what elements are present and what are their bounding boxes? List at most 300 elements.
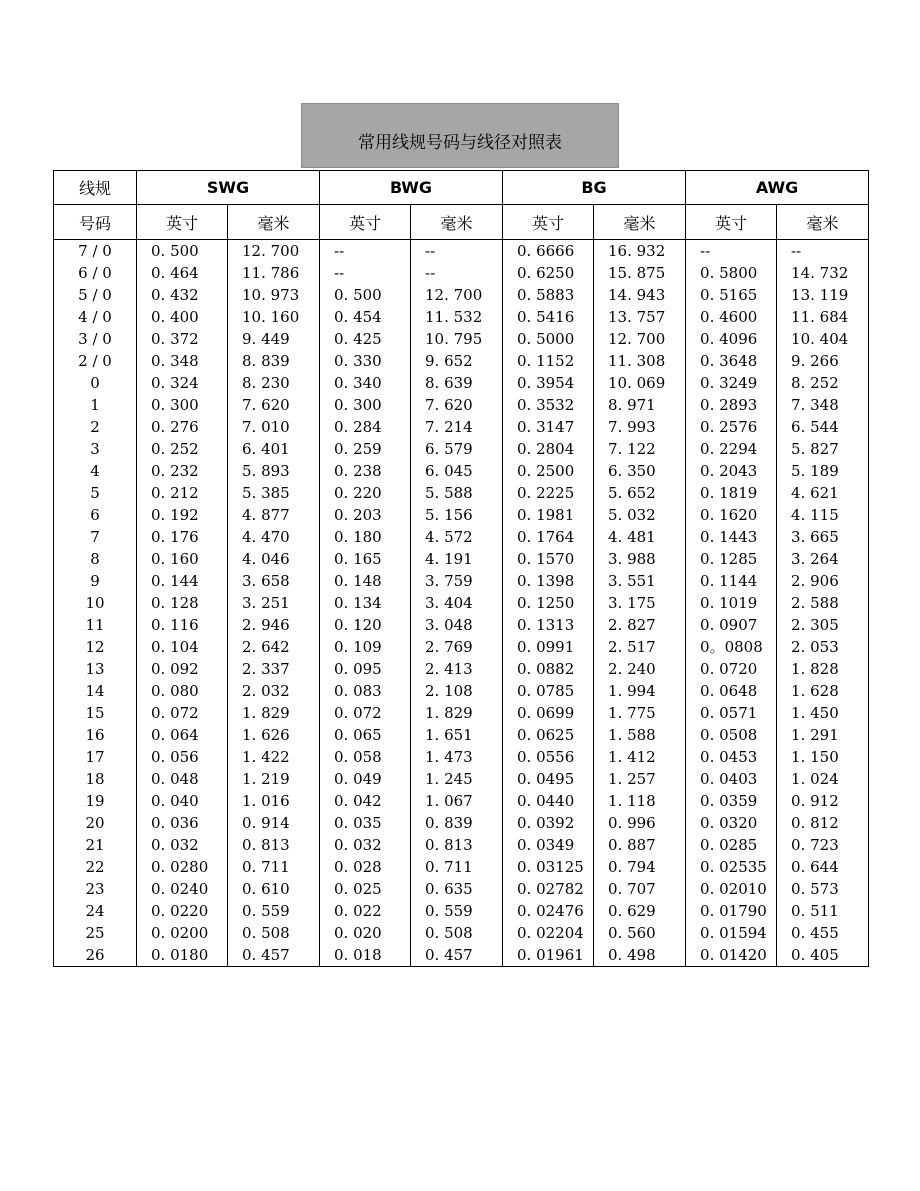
cell-bwg-inch: 0. 340 [320, 372, 411, 394]
table-row [54, 592, 869, 614]
cell-swg-mm: 1. 219 [228, 768, 320, 790]
cell-swg-mm: 6. 401 [228, 438, 320, 460]
cell-gauge: 5 [54, 482, 137, 504]
cell-bg-mm: 1. 994 [594, 680, 686, 702]
cell-bg-inch: 0. 03125 [503, 856, 594, 878]
cell-bwg-mm: 2. 108 [411, 680, 503, 702]
cell-bg-mm: 6. 350 [594, 460, 686, 482]
cell-awg-inch: 0. 0907 [686, 614, 777, 636]
cell-swg-inch: 0. 064 [137, 724, 228, 746]
cell-bwg-inch: 0. 032 [320, 834, 411, 856]
cell-bwg-inch: 0. 238 [320, 460, 411, 482]
cell-bwg-mm: 0. 635 [411, 878, 503, 900]
cell-swg-mm: 2. 032 [228, 680, 320, 702]
table-row [54, 416, 869, 438]
cell-awg-mm: 0. 644 [777, 856, 869, 878]
table-row [54, 790, 869, 812]
table-title-text: 常用线规号码与线径对照表 [358, 133, 562, 153]
cell-swg-inch: 0. 0180 [137, 944, 228, 967]
cell-bg-mm: 14. 943 [594, 284, 686, 306]
cell-awg-mm: 3. 264 [777, 548, 869, 570]
cell-bwg-mm: 0. 457 [411, 944, 503, 967]
cell-bg-mm: 3. 988 [594, 548, 686, 570]
cell-swg-mm: 5. 385 [228, 482, 320, 504]
cell-bwg-mm: 2. 769 [411, 636, 503, 658]
cell-bwg-inch: -- [320, 262, 411, 284]
cell-awg-inch: 0。0808 [686, 636, 777, 658]
cell-bg-inch: 0. 2225 [503, 482, 594, 504]
cell-bg-mm: 0. 498 [594, 944, 686, 967]
cell-awg-mm: 0. 455 [777, 922, 869, 944]
table-row [54, 482, 869, 504]
cell-swg-inch: 0. 324 [137, 372, 228, 394]
cell-swg-inch: 0. 072 [137, 702, 228, 724]
cell-swg-inch: 0. 040 [137, 790, 228, 812]
cell-bg-inch: 0. 0556 [503, 746, 594, 768]
cell-awg-mm: 11. 684 [777, 306, 869, 328]
cell-bg-inch: 0. 1313 [503, 614, 594, 636]
cell-bwg-mm: 0. 839 [411, 812, 503, 834]
cell-awg-mm: 2. 053 [777, 636, 869, 658]
cell-awg-inch: 0. 5165 [686, 284, 777, 306]
cell-bwg-mm: 1. 067 [411, 790, 503, 812]
table-row [54, 922, 869, 944]
cell-bwg-mm: 2. 413 [411, 658, 503, 680]
cell-bg-inch: 0. 6666 [503, 240, 594, 263]
cell-awg-mm: 13. 119 [777, 284, 869, 306]
table-row [54, 702, 869, 724]
cell-gauge: 5 / 0 [54, 284, 137, 306]
cell-bg-inch: 0. 0991 [503, 636, 594, 658]
cell-bg-inch: 0. 0699 [503, 702, 594, 724]
cell-bwg-mm: 9. 652 [411, 350, 503, 372]
cell-bwg-mm: 12. 700 [411, 284, 503, 306]
header-awg-mm: 毫米 [777, 205, 869, 240]
cell-bg-mm: 1. 118 [594, 790, 686, 812]
cell-swg-inch: 0. 348 [137, 350, 228, 372]
cell-bwg-mm: 5. 156 [411, 504, 503, 526]
cell-bg-mm: 7. 993 [594, 416, 686, 438]
cell-awg-inch: 0. 0320 [686, 812, 777, 834]
cell-bg-mm: 2. 827 [594, 614, 686, 636]
cell-swg-mm: 0. 813 [228, 834, 320, 856]
cell-swg-inch: 0. 036 [137, 812, 228, 834]
cell-swg-inch: 0. 104 [137, 636, 228, 658]
cell-bg-inch: 0. 2500 [503, 460, 594, 482]
cell-bg-mm: 12. 700 [594, 328, 686, 350]
table-row [54, 306, 869, 328]
cell-gauge: 2 / 0 [54, 350, 137, 372]
cell-awg-inch: 0. 0648 [686, 680, 777, 702]
cell-swg-inch: 0. 048 [137, 768, 228, 790]
cell-bg-mm: 11. 308 [594, 350, 686, 372]
header-swg-inch: 英寸 [137, 205, 228, 240]
table-row [54, 812, 869, 834]
cell-awg-mm: -- [777, 240, 869, 263]
cell-awg-mm: 1. 150 [777, 746, 869, 768]
cell-swg-inch: 0. 0280 [137, 856, 228, 878]
cell-bwg-inch: 0. 095 [320, 658, 411, 680]
cell-bwg-inch: 0. 134 [320, 592, 411, 614]
cell-awg-inch: 0. 1285 [686, 548, 777, 570]
table-row [54, 746, 869, 768]
cell-bg-inch: 0. 0349 [503, 834, 594, 856]
cell-swg-inch: 0. 092 [137, 658, 228, 680]
cell-swg-mm: 0. 914 [228, 812, 320, 834]
cell-bwg-mm: 3. 759 [411, 570, 503, 592]
cell-bg-inch: 0. 0785 [503, 680, 594, 702]
cell-gauge: 26 [54, 944, 137, 967]
header-corner-bottom: 号码 [54, 205, 137, 240]
header-group-bwg: BWG [320, 171, 503, 205]
cell-bwg-mm: -- [411, 240, 503, 263]
cell-bg-mm: 15. 875 [594, 262, 686, 284]
header-row-units [54, 205, 869, 240]
cell-bg-mm: 1. 412 [594, 746, 686, 768]
cell-bwg-inch: 0. 120 [320, 614, 411, 636]
cell-gauge: 1 [54, 394, 137, 416]
cell-swg-inch: 0. 0220 [137, 900, 228, 922]
cell-swg-mm: 11. 786 [228, 262, 320, 284]
cell-swg-inch: 0. 176 [137, 526, 228, 548]
cell-gauge: 22 [54, 856, 137, 878]
cell-gauge: 4 [54, 460, 137, 482]
cell-awg-inch: 0. 02010 [686, 878, 777, 900]
cell-bwg-inch: 0. 065 [320, 724, 411, 746]
cell-swg-mm: 0. 508 [228, 922, 320, 944]
cell-awg-mm: 0. 723 [777, 834, 869, 856]
cell-swg-inch: 0. 032 [137, 834, 228, 856]
header-row-groups [54, 171, 869, 205]
cell-bwg-inch: 0. 425 [320, 328, 411, 350]
cell-awg-inch: 0. 0403 [686, 768, 777, 790]
cell-bwg-inch: 0. 284 [320, 416, 411, 438]
cell-bwg-mm: 0. 813 [411, 834, 503, 856]
cell-bg-inch: 0. 1398 [503, 570, 594, 592]
cell-bwg-inch: 0. 330 [320, 350, 411, 372]
cell-bg-inch: 0. 3147 [503, 416, 594, 438]
table-row [54, 394, 869, 416]
table-row [54, 658, 869, 680]
cell-bg-mm: 2. 517 [594, 636, 686, 658]
table-row [54, 680, 869, 702]
cell-swg-inch: 0. 056 [137, 746, 228, 768]
cell-bg-mm: 4. 481 [594, 526, 686, 548]
cell-bwg-mm: 0. 559 [411, 900, 503, 922]
header-group-bg: BG [503, 171, 686, 205]
cell-gauge: 21 [54, 834, 137, 856]
cell-bg-mm: 0. 887 [594, 834, 686, 856]
cell-awg-inch: 0. 2893 [686, 394, 777, 416]
cell-swg-inch: 0. 500 [137, 240, 228, 263]
cell-awg-inch: 0. 0359 [686, 790, 777, 812]
cell-swg-mm: 1. 829 [228, 702, 320, 724]
table-row [54, 284, 869, 306]
cell-swg-mm: 0. 559 [228, 900, 320, 922]
cell-bwg-mm: 11. 532 [411, 306, 503, 328]
cell-gauge: 10 [54, 592, 137, 614]
table-row [54, 900, 869, 922]
cell-swg-inch: 0. 080 [137, 680, 228, 702]
cell-awg-mm: 6. 544 [777, 416, 869, 438]
cell-swg-mm: 10. 973 [228, 284, 320, 306]
cell-bwg-mm: 7. 214 [411, 416, 503, 438]
cell-bwg-inch: 0. 049 [320, 768, 411, 790]
cell-gauge: 12 [54, 636, 137, 658]
cell-gauge: 2 [54, 416, 137, 438]
cell-awg-inch: 0. 1620 [686, 504, 777, 526]
header-bwg-mm: 毫米 [411, 205, 503, 240]
cell-bg-mm: 0. 707 [594, 878, 686, 900]
cell-swg-inch: 0. 432 [137, 284, 228, 306]
cell-gauge: 24 [54, 900, 137, 922]
cell-awg-mm: 0. 912 [777, 790, 869, 812]
cell-swg-inch: 0. 232 [137, 460, 228, 482]
cell-awg-inch: 0. 02535 [686, 856, 777, 878]
cell-bg-mm: 3. 175 [594, 592, 686, 614]
cell-swg-mm: 1. 016 [228, 790, 320, 812]
table-row [54, 240, 869, 263]
cell-bwg-inch: 0. 259 [320, 438, 411, 460]
cell-swg-inch: 0. 0240 [137, 878, 228, 900]
cell-bwg-mm: 1. 651 [411, 724, 503, 746]
cell-gauge: 11 [54, 614, 137, 636]
cell-swg-mm: 0. 711 [228, 856, 320, 878]
wire-gauge-table [53, 170, 869, 967]
cell-swg-mm: 1. 422 [228, 746, 320, 768]
cell-bg-inch: 0. 2804 [503, 438, 594, 460]
cell-awg-mm: 2. 588 [777, 592, 869, 614]
table-row [54, 856, 869, 878]
header-bg-inch: 英寸 [503, 205, 594, 240]
cell-awg-inch: 0. 5800 [686, 262, 777, 284]
cell-swg-mm: 2. 337 [228, 658, 320, 680]
cell-bg-inch: 0. 02204 [503, 922, 594, 944]
cell-bwg-mm: 5. 588 [411, 482, 503, 504]
table-row [54, 834, 869, 856]
cell-bg-mm: 8. 971 [594, 394, 686, 416]
table-body [54, 240, 869, 967]
cell-bg-inch: 0. 0440 [503, 790, 594, 812]
cell-bwg-mm: 3. 048 [411, 614, 503, 636]
cell-swg-inch: 0. 144 [137, 570, 228, 592]
cell-gauge: 15 [54, 702, 137, 724]
cell-bwg-mm: 7. 620 [411, 394, 503, 416]
cell-bg-inch: 0. 1981 [503, 504, 594, 526]
cell-bwg-inch: 0. 300 [320, 394, 411, 416]
table-row [54, 350, 869, 372]
cell-swg-mm: 7. 620 [228, 394, 320, 416]
cell-awg-inch: 0. 1819 [686, 482, 777, 504]
cell-bwg-inch: 0. 454 [320, 306, 411, 328]
cell-bg-inch: 0. 0495 [503, 768, 594, 790]
cell-bwg-mm: 10. 795 [411, 328, 503, 350]
cell-bg-inch: 0. 3954 [503, 372, 594, 394]
cell-awg-inch: 0. 1443 [686, 526, 777, 548]
cell-bwg-mm: 0. 711 [411, 856, 503, 878]
cell-gauge: 25 [54, 922, 137, 944]
cell-gauge: 7 [54, 526, 137, 548]
cell-bg-mm: 0. 794 [594, 856, 686, 878]
cell-awg-mm: 0. 812 [777, 812, 869, 834]
cell-awg-inch: 0. 2043 [686, 460, 777, 482]
cell-awg-inch: 0. 4600 [686, 306, 777, 328]
cell-awg-mm: 3. 665 [777, 526, 869, 548]
cell-bwg-mm: 4. 191 [411, 548, 503, 570]
cell-swg-mm: 3. 658 [228, 570, 320, 592]
cell-swg-mm: 2. 946 [228, 614, 320, 636]
table-row [54, 460, 869, 482]
cell-gauge: 9 [54, 570, 137, 592]
cell-swg-mm: 8. 230 [228, 372, 320, 394]
cell-awg-inch: -- [686, 240, 777, 263]
table-title [301, 103, 619, 168]
cell-awg-inch: 0. 01594 [686, 922, 777, 944]
cell-gauge: 0 [54, 372, 137, 394]
cell-bg-inch: 0. 1250 [503, 592, 594, 614]
cell-swg-mm: 5. 893 [228, 460, 320, 482]
cell-swg-mm: 12. 700 [228, 240, 320, 263]
cell-bwg-inch: 0. 109 [320, 636, 411, 658]
cell-bg-mm: 7. 122 [594, 438, 686, 460]
cell-swg-inch: 0. 212 [137, 482, 228, 504]
cell-gauge: 8 [54, 548, 137, 570]
cell-bg-mm: 1. 588 [594, 724, 686, 746]
table-row [54, 724, 869, 746]
cell-bwg-inch: 0. 203 [320, 504, 411, 526]
cell-bwg-inch: 0. 042 [320, 790, 411, 812]
cell-bwg-inch: 0. 165 [320, 548, 411, 570]
cell-bwg-mm: -- [411, 262, 503, 284]
cell-bwg-inch: 0. 018 [320, 944, 411, 967]
cell-bwg-inch: 0. 028 [320, 856, 411, 878]
cell-bg-inch: 0. 5416 [503, 306, 594, 328]
cell-awg-inch: 0. 0571 [686, 702, 777, 724]
cell-awg-mm: 4. 621 [777, 482, 869, 504]
cell-swg-inch: 0. 464 [137, 262, 228, 284]
cell-bg-inch: 0. 5883 [503, 284, 594, 306]
cell-gauge: 16 [54, 724, 137, 746]
cell-bwg-inch: 0. 035 [320, 812, 411, 834]
cell-gauge: 6 [54, 504, 137, 526]
cell-awg-inch: 0. 0508 [686, 724, 777, 746]
cell-swg-mm: 10. 160 [228, 306, 320, 328]
cell-bg-mm: 1. 257 [594, 768, 686, 790]
cell-awg-mm: 0. 573 [777, 878, 869, 900]
cell-swg-mm: 4. 046 [228, 548, 320, 570]
cell-gauge: 3 [54, 438, 137, 460]
cell-bg-mm: 5. 032 [594, 504, 686, 526]
cell-swg-mm: 2. 642 [228, 636, 320, 658]
table-row [54, 878, 869, 900]
cell-awg-mm: 1. 828 [777, 658, 869, 680]
cell-bwg-mm: 4. 572 [411, 526, 503, 548]
header-awg-inch: 英寸 [686, 205, 777, 240]
cell-awg-inch: 0. 0285 [686, 834, 777, 856]
cell-bg-inch: 0. 1152 [503, 350, 594, 372]
cell-awg-mm: 7. 348 [777, 394, 869, 416]
table-row [54, 548, 869, 570]
cell-swg-inch: 0. 0200 [137, 922, 228, 944]
cell-awg-mm: 10. 404 [777, 328, 869, 350]
cell-gauge: 3 / 0 [54, 328, 137, 350]
cell-awg-mm: 8. 252 [777, 372, 869, 394]
cell-gauge: 4 / 0 [54, 306, 137, 328]
cell-bwg-mm: 6. 579 [411, 438, 503, 460]
cell-bg-mm: 13. 757 [594, 306, 686, 328]
cell-bg-inch: 0. 01961 [503, 944, 594, 967]
cell-swg-inch: 0. 128 [137, 592, 228, 614]
cell-gauge: 7 / 0 [54, 240, 137, 263]
cell-bg-mm: 0. 560 [594, 922, 686, 944]
table-row [54, 614, 869, 636]
cell-gauge: 20 [54, 812, 137, 834]
cell-bwg-inch: 0. 025 [320, 878, 411, 900]
cell-awg-mm: 5. 189 [777, 460, 869, 482]
cell-bg-inch: 0. 0882 [503, 658, 594, 680]
cell-swg-inch: 0. 116 [137, 614, 228, 636]
cell-bg-inch: 0. 02476 [503, 900, 594, 922]
cell-swg-mm: 7. 010 [228, 416, 320, 438]
cell-awg-inch: 0. 3249 [686, 372, 777, 394]
cell-awg-mm: 1. 024 [777, 768, 869, 790]
cell-awg-inch: 0. 0720 [686, 658, 777, 680]
cell-bwg-inch: 0. 148 [320, 570, 411, 592]
table-row [54, 944, 869, 967]
table-row [54, 372, 869, 394]
cell-gauge: 18 [54, 768, 137, 790]
table-row [54, 504, 869, 526]
cell-bg-inch: 0. 02782 [503, 878, 594, 900]
cell-swg-mm: 4. 877 [228, 504, 320, 526]
header-swg-mm: 毫米 [228, 205, 320, 240]
cell-swg-inch: 0. 192 [137, 504, 228, 526]
cell-bg-mm: 0. 629 [594, 900, 686, 922]
cell-bg-mm: 10. 069 [594, 372, 686, 394]
cell-awg-mm: 1. 291 [777, 724, 869, 746]
header-bwg-inch: 英寸 [320, 205, 411, 240]
cell-awg-mm: 5. 827 [777, 438, 869, 460]
cell-swg-mm: 8. 839 [228, 350, 320, 372]
cell-bg-inch: 0. 0625 [503, 724, 594, 746]
cell-bwg-inch: 0. 022 [320, 900, 411, 922]
cell-bg-mm: 0. 996 [594, 812, 686, 834]
cell-bwg-inch: -- [320, 240, 411, 263]
cell-swg-mm: 0. 457 [228, 944, 320, 967]
table-row [54, 526, 869, 548]
table-row [54, 636, 869, 658]
cell-swg-inch: 0. 276 [137, 416, 228, 438]
cell-bwg-inch: 0. 220 [320, 482, 411, 504]
cell-gauge: 13 [54, 658, 137, 680]
cell-swg-inch: 0. 372 [137, 328, 228, 350]
table-row [54, 570, 869, 592]
cell-bwg-mm: 6. 045 [411, 460, 503, 482]
cell-gauge: 6 / 0 [54, 262, 137, 284]
cell-awg-mm: 9. 266 [777, 350, 869, 372]
table-row [54, 328, 869, 350]
cell-bwg-inch: 0. 083 [320, 680, 411, 702]
cell-bwg-inch: 0. 058 [320, 746, 411, 768]
cell-gauge: 23 [54, 878, 137, 900]
cell-bg-mm: 3. 551 [594, 570, 686, 592]
cell-awg-inch: 0. 01790 [686, 900, 777, 922]
cell-awg-inch: 0. 1019 [686, 592, 777, 614]
header-group-swg: SWG [137, 171, 320, 205]
cell-awg-mm: 0. 511 [777, 900, 869, 922]
cell-bwg-inch: 0. 072 [320, 702, 411, 724]
header-bg-mm: 毫米 [594, 205, 686, 240]
